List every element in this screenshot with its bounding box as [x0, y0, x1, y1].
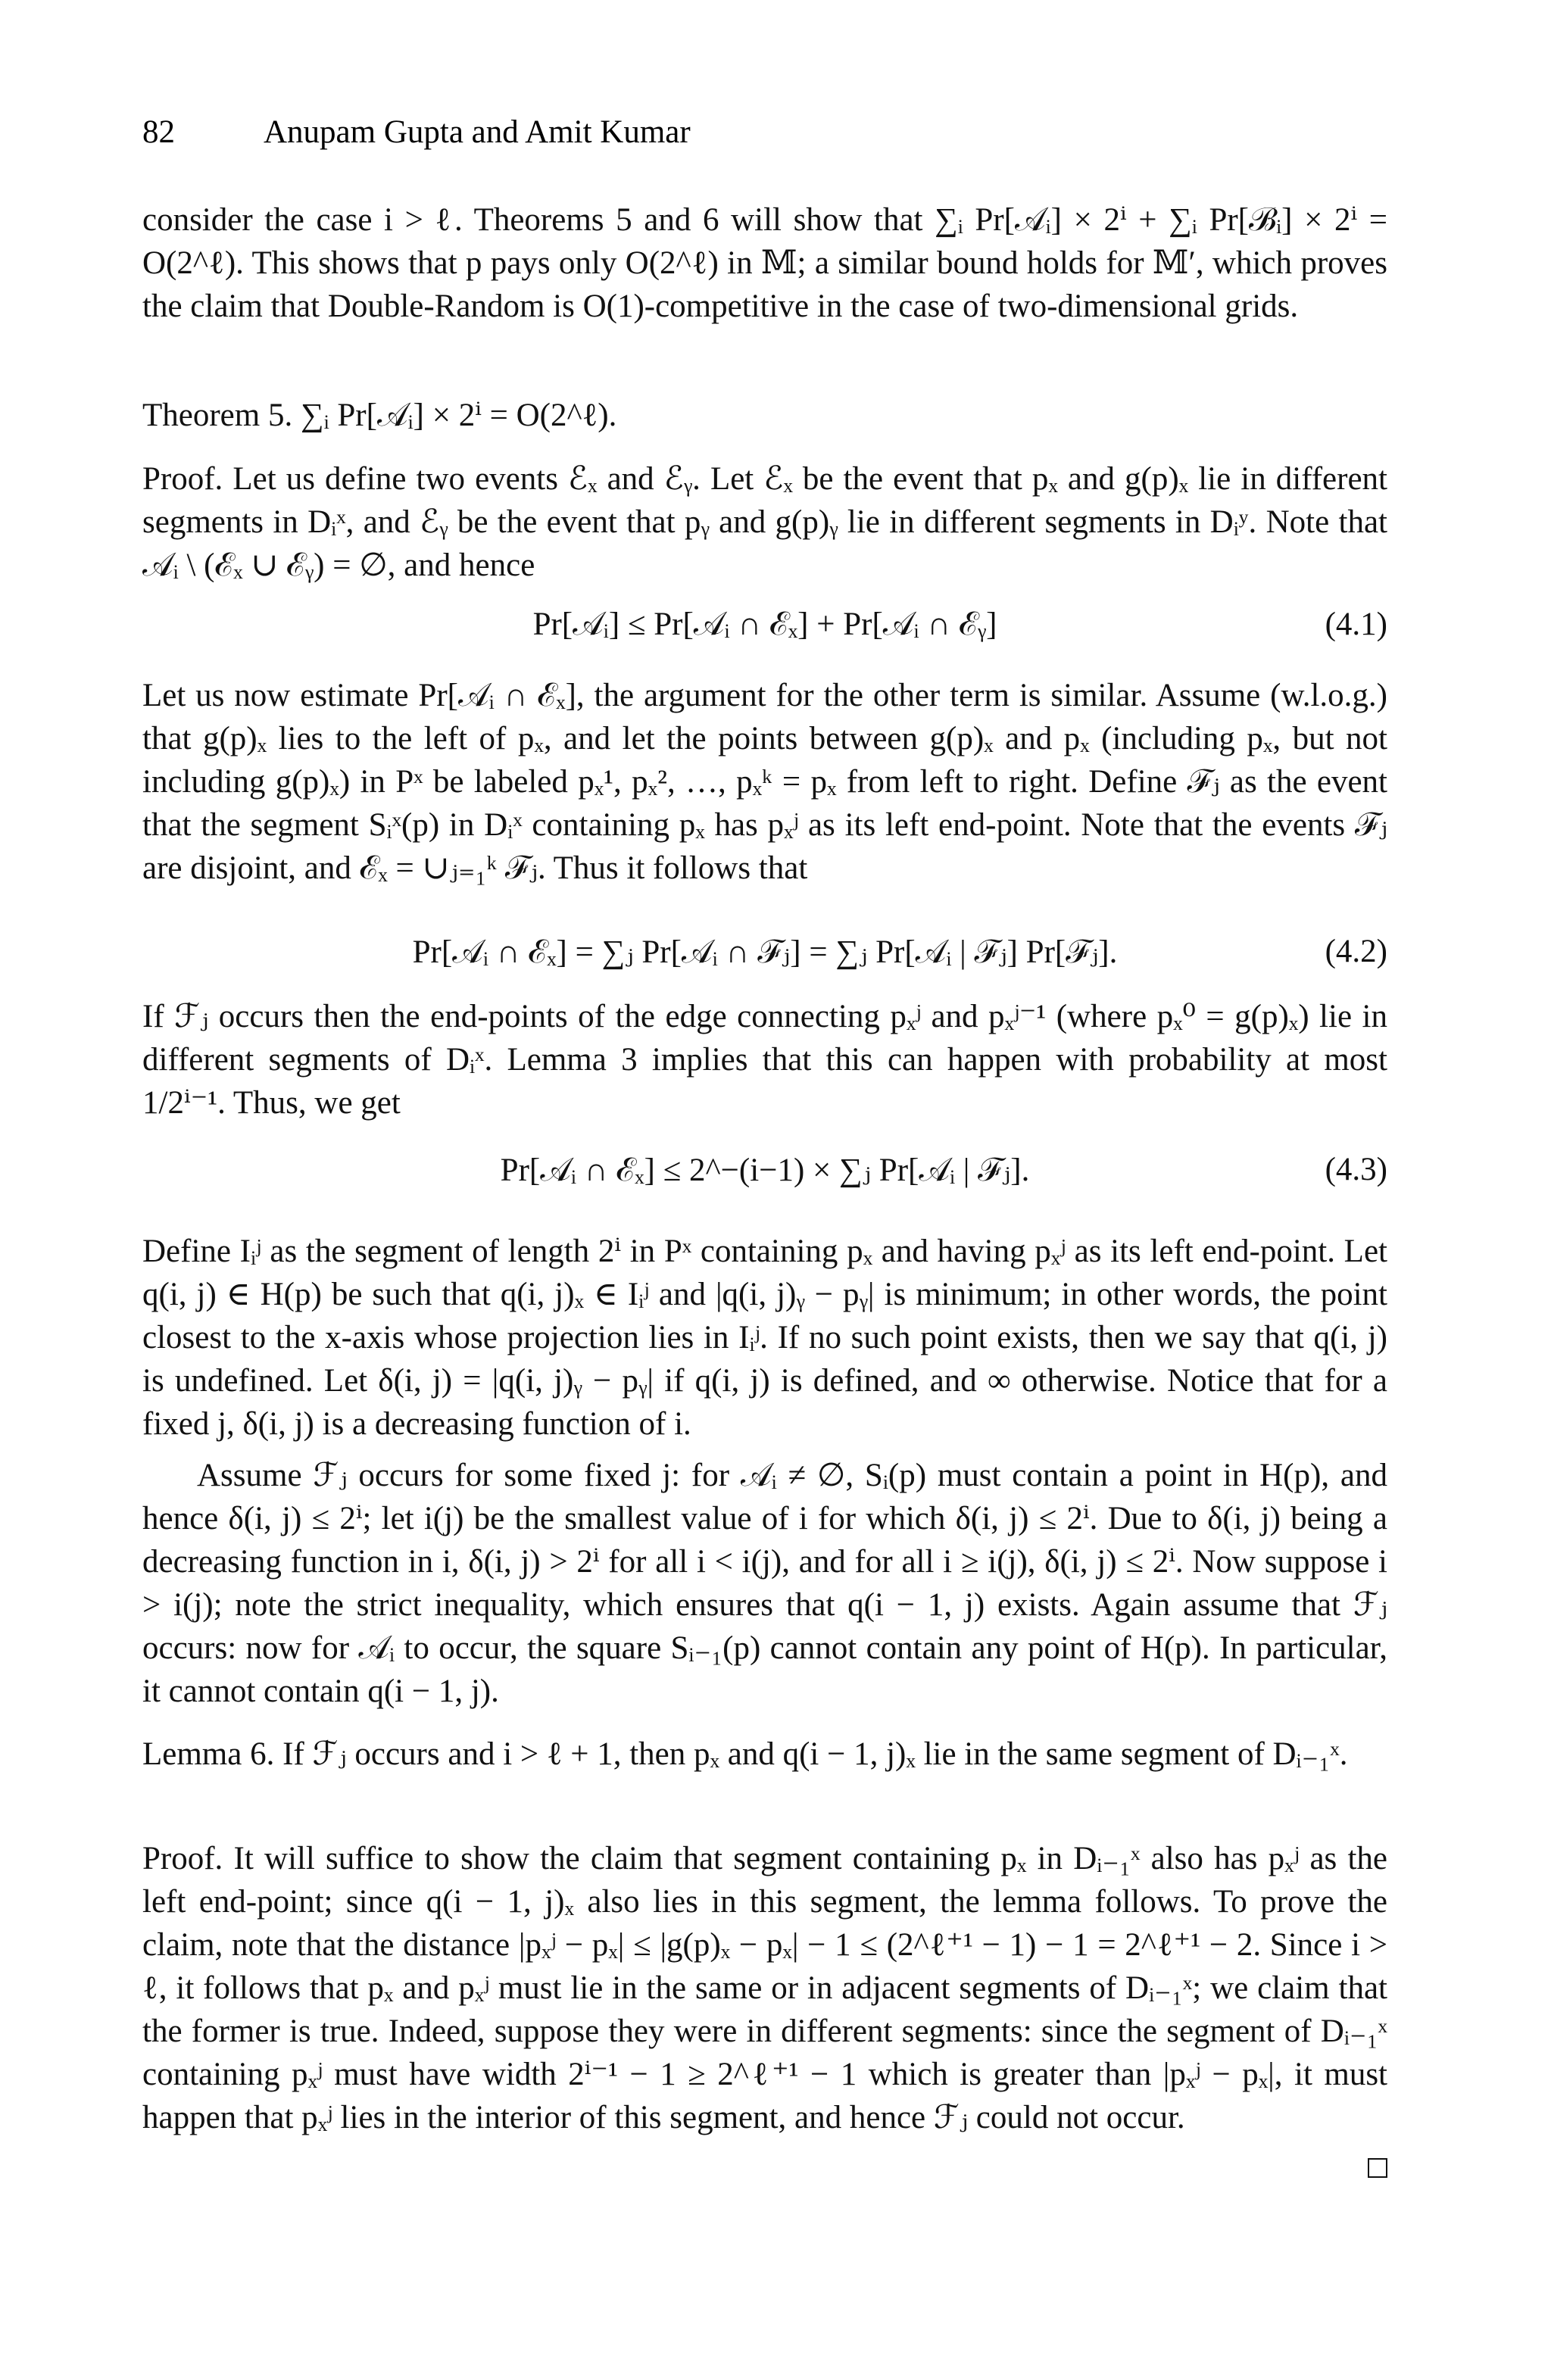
theorem-5: Theorem 5. ∑ᵢ Pr[𝒜ᵢ] × 2ⁱ = O(2^ℓ). [142, 398, 617, 433]
paragraph-estimate: Let us now estimate Pr[𝒜ᵢ ∩ ℰₓ], the argument for the other term is similar. Assume (w.l.o.g.) that g(p)ₓ lies to the left of pₓ, and let the points between g(p)ₓ and pₓ (including pₓ, but not including g(p)ₓ) in Pˣ be labeled pₓ¹, pₓ², …, pₓᵏ = pₓ from left to right. Define ℱⱼ as the event that the segment Sᵢˣ(p) in Dᵢˣ containing pₓ has pₓʲ as its left end-point. Note that the events ℱⱼ are disjoint, and ℰₓ = ∪ⱼ₌₁ᵏ ℱⱼ. Thus it follows that [142, 678, 1387, 886]
paragraph-assume: Assume ℱⱼ occurs for some fixed j: for 𝒜ᵢ ≠ ∅, Sᵢ(p) must contain a point in H(p), and hence δ(i, j) ≤ 2ⁱ; let i(j) be the smallest value of i for which δ(i, j) ≤ 2ⁱ. Due to δ(i, j) being a decreasing function in i, δ(i, j) > 2ⁱ for all i < i(j), and for all i ≥ i(j), δ(i, j) ≤ 2ⁱ. Now suppose i > i(j); note the strict inequality, which ensures that q(i − 1, j) exists. Again assume that ℱⱼ occurs: now for 𝒜ᵢ to occur, the square Sᵢ₋₁(p) cannot contain any point of H(p). In particular, it cannot contain q(i − 1, j). [142, 1458, 1387, 1709]
equation-4-2 [142, 933, 1387, 976]
proof-lemma-6 [142, 1837, 1387, 2182]
qed-icon [1368, 2158, 1387, 2178]
equation-4-3 [142, 1151, 1387, 1194]
running-header [142, 114, 691, 151]
running-authors: Anupam Gupta and Amit Kumar [264, 114, 691, 150]
equation-4-3-body: Pr[𝒜ᵢ ∩ ℰₓ] ≤ 2^−(i−1) × ∑ⱼ Pr[𝒜ᵢ | ℱⱼ]. [500, 1153, 1030, 1188]
proof-theorem-5: Proof. Let us define two events ℰₓ and ℰᵧ. Let ℰₓ be the event that pₓ and g(p)ₓ lie in different segments in Dᵢˣ, and ℰᵧ be the event that pᵧ and g(p)ᵧ lie in different segments in Dᵢʸ. Note that 𝒜ᵢ \ (ℰₓ ∪ ℰᵧ) = ∅, and hence [142, 461, 1387, 583]
proof-lemma-6-text: Proof. It will suffice to show the claim that segment containing pₓ in Dᵢ₋₁ˣ also has pₓʲ as the left end-point; since q(i − 1, j)ₓ also lies in this segment, the lemma follows. To prove the claim, note that the distance |pₓʲ − pₓ| ≤ |g(p)ₓ − pₓ| − 1 ≤ (2^ℓ⁺¹ − 1) − 1 = 2^ℓ⁺¹ − 2. Since i > ℓ, it follows that pₓ and pₓʲ must lie in the same or in adjacent segments of Dᵢ₋₁ˣ; we claim that the former is true. Indeed, suppose they were in different segments: since the segment of Dᵢ₋₁ˣ containing pₓʲ must have width 2ⁱ⁻¹ − 1 ≥ 2^ℓ⁺¹ − 1 which is greater than |pₓʲ − pₓ|, it must happen that pₓʲ lies in the interior of this segment, and hence ℱⱼ could not occur. [142, 1841, 1387, 2135]
equation-4-3-number: (4.3) [1325, 1152, 1387, 1187]
equation-4-2-number: (4.2) [1325, 934, 1387, 969]
lemma-6: Lemma 6. If ℱⱼ occurs and i > ℓ + 1, then pₓ and q(i − 1, j)ₓ lie in the same segment of Dᵢ₋₁ˣ. [142, 1736, 1348, 1772]
equation-4-1-number: (4.1) [1325, 607, 1387, 642]
paragraph-define: Define Iᵢʲ as the segment of length 2ⁱ in Pˣ containing pₓ and having pₓʲ as its left end-point. Let q(i, j) ∈ H(p) be such that q(i, j)ₓ ∈ Iᵢʲ and |q(i, j)ᵧ − pᵧ| is minimum; in other words, the point closest to the x-axis whose projection lies in Iᵢʲ. If no such point exists, then we say that q(i, j) is undefined. Let δ(i, j) = |q(i, j)ᵧ − pᵧ| if q(i, j) is defined, and ∞ otherwise. Notice that for a fixed j, δ(i, j) is a decreasing function of i. [142, 1234, 1387, 1442]
equation-4-1 [142, 606, 1387, 649]
paragraph-intro: consider the case i > ℓ. Theorems 5 and 6 will show that ∑ᵢ Pr[𝒜ᵢ] × 2ⁱ + ∑ᵢ Pr[ℬᵢ] × 2ⁱ = O(2^ℓ). This shows that p pays only O(2^ℓ) in 𝕄; a similar bound holds for 𝕄′, which proves the claim that Double-Random is O(1)-competitive in the case of two-dimensional grids. [142, 202, 1387, 324]
equation-4-2-body: Pr[𝒜ᵢ ∩ ℰₓ] = ∑ⱼ Pr[𝒜ᵢ ∩ ℱⱼ] = ∑ⱼ Pr[𝒜ᵢ | ℱⱼ] Pr[ℱⱼ]. [412, 934, 1118, 970]
paragraph-occurs: If ℱⱼ occurs then the end-points of the edge connecting pₓʲ and pₓʲ⁻¹ (where pₓ⁰ = g(p)ₓ) lie in different segments of Dᵢˣ. Lemma 3 implies that this can happen with probability at most 1/2ⁱ⁻¹. Thus, we get [142, 999, 1387, 1121]
page-number: 82 [142, 114, 175, 150]
equation-4-1-body: Pr[𝒜ᵢ] ≤ Pr[𝒜ᵢ ∩ ℰₓ] + Pr[𝒜ᵢ ∩ ℰᵧ] [532, 607, 997, 642]
